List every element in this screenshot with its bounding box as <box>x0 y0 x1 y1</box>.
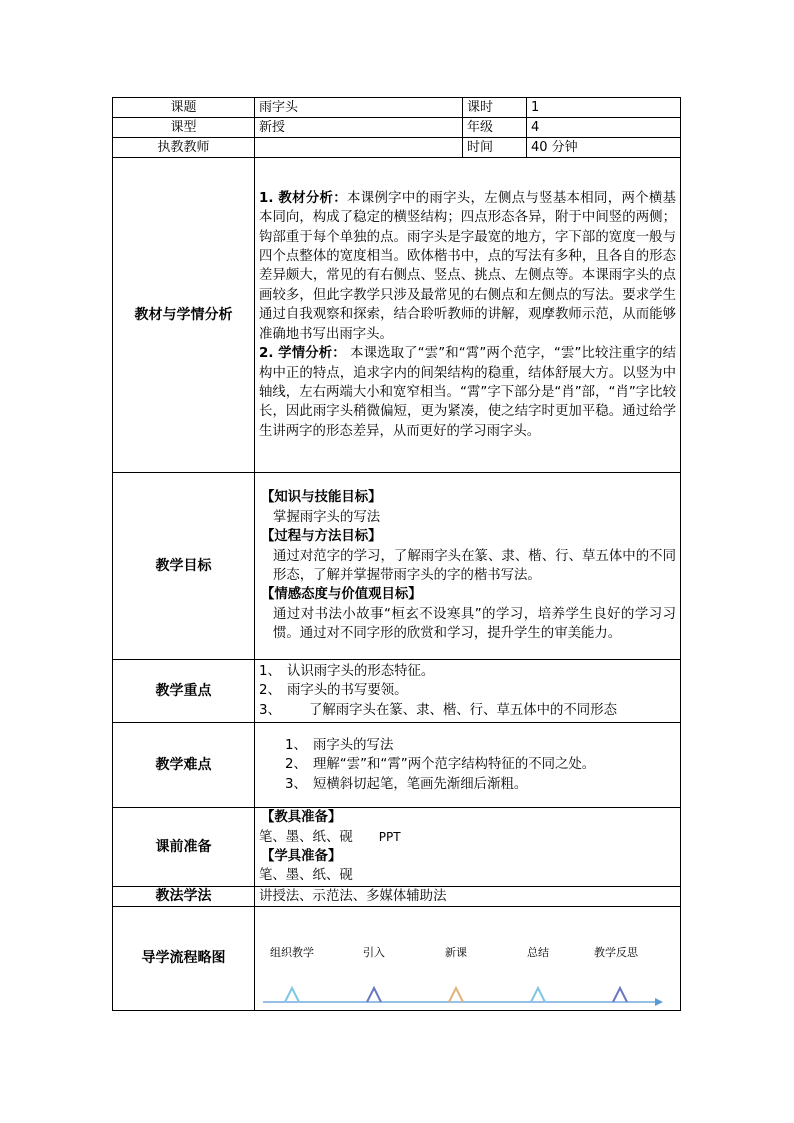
analysis-content <box>255 158 681 473</box>
methods-label: 教法学法 <box>113 887 255 907</box>
type-value: 新授 <box>255 118 463 138</box>
list-item <box>259 701 676 720</box>
flow-label: 导学流程略图 <box>113 907 255 1011</box>
flow-content <box>255 907 681 1011</box>
student-tools-items: 笔、墨、纸、砚 <box>259 868 353 884</box>
preparation-label: 课前准备 <box>113 808 255 887</box>
objective-knowledge-text: 掌握雨字头的写法 <box>273 509 381 525</box>
flow-step-marker <box>285 988 299 1002</box>
difficulties-content <box>255 723 681 808</box>
row-flow <box>113 907 681 1011</box>
flow-arrow-svg <box>255 909 675 1009</box>
list-number: 2、 <box>259 683 281 699</box>
row-objectives <box>113 473 681 660</box>
topic-value: 雨字头 <box>255 98 463 118</box>
flow-step-marker <box>449 988 463 1002</box>
key-points-label: 教学重点 <box>113 660 255 723</box>
objective-process-text: 通过对范字的学习，了解雨字头在篆、隶、楷、行、草五体中的不同形态，了解并掌握带雨字头的字的楷书写法。 <box>273 548 676 583</box>
preparation-content <box>255 808 681 887</box>
flow-step-label: 总结 <box>527 945 549 959</box>
topic-label: 课题 <box>113 98 255 118</box>
analysis-paragraph-2 <box>259 344 676 441</box>
analysis-p2-head: 2. 学情分析： <box>259 346 346 362</box>
list-item <box>259 681 676 700</box>
list-item <box>259 662 676 681</box>
teacher-tools-line <box>259 828 676 847</box>
objective-process-head: 【过程与方法目标】 <box>261 529 382 545</box>
row-preparation <box>113 808 681 887</box>
list-number: 3、 <box>285 776 307 792</box>
row-analysis <box>113 158 681 473</box>
student-tools-head: 【学具准备】 <box>261 849 342 864</box>
row-teacher <box>113 138 681 158</box>
hours-label: 课时 <box>463 98 527 118</box>
list-number: 3、 <box>259 702 281 718</box>
time-value: 40 分钟 <box>527 138 681 158</box>
row-topic <box>113 98 681 118</box>
grade-label: 年级 <box>463 118 527 138</box>
objective-emotion-text: 通过对书法小故事“桓玄不设寒具”的学习，培养学生良好的学习习惯。通过对不同字形的欣赏和学习，提升学生的审美能力。 <box>273 606 676 642</box>
list-number: 1、 <box>285 737 307 753</box>
analysis-p1-head: 1. 教材分析： <box>259 190 348 206</box>
hours-value: 1 <box>527 98 681 118</box>
lesson-plan-table <box>112 97 681 1011</box>
methods-value: 讲授法、示范法、多媒体辅助法 <box>255 887 681 907</box>
teacher-label: 执教教师 <box>113 138 255 158</box>
objectives-label: 教学目标 <box>113 473 255 660</box>
teacher-tools-extra: PPT <box>378 829 401 844</box>
flow-step-label: 教学反思 <box>594 945 638 959</box>
flow-step-marker <box>613 988 627 1002</box>
row-type <box>113 118 681 138</box>
list-text: 了解雨字头在篆、隶、楷、行、草五体中的不同形态 <box>309 702 617 718</box>
list-text: 雨字头的写法 <box>313 737 394 753</box>
list-item <box>285 775 676 794</box>
list-text: 理解“雲”和“霄”两个范字结构特征的不同之处。 <box>313 757 596 773</box>
row-key-points <box>113 660 681 723</box>
teacher-tools-items: 笔、墨、纸、砚 <box>259 829 353 845</box>
list-number: 2、 <box>285 757 307 773</box>
list-item <box>285 755 676 774</box>
analysis-paragraph-1 <box>259 189 676 344</box>
list-number: 1、 <box>259 663 281 679</box>
objectives-content <box>255 473 681 660</box>
list-text: 短横斜切起笔，笔画先渐细后渐粗。 <box>313 776 528 792</box>
lesson-plan <box>112 97 680 1011</box>
analysis-p1-text: 本课例字中的雨字头，左侧点与竖基本相同，两个横基本同向，构成了稳定的横竖结构；四点形态各异，附于中间竖的两侧；钩部重于每个单独的点。雨字头是字最宽的地方，字下部的宽度一般与四个点整体的宽度相当。欧体楷书中，点的写法有多种，且各自的形态差异颇大，常见的有右侧点、竖点、挑点、左侧点等。本课雨字头的点画较多，但此字教学只涉及最常见的右侧点和左侧点的写法。要求学生通过自我观察和探索，结合聆听教师的讲解，观摩教师示范，从而能够准确地书写出雨字头。 <box>259 190 676 342</box>
grade-value: 4 <box>527 118 681 138</box>
list-text: 雨字头的书写要领。 <box>287 683 408 699</box>
difficulties-list <box>259 736 676 794</box>
objective-emotion-head: 【情感态度与价值观目标】 <box>261 587 422 603</box>
row-difficulties <box>113 723 681 808</box>
type-label: 课型 <box>113 118 255 138</box>
analysis-label: 教材与学情分析 <box>113 158 255 473</box>
flow-step-label: 引入 <box>363 945 385 959</box>
list-item <box>285 736 676 755</box>
flow-diagram <box>255 909 680 1009</box>
time-label: 时间 <box>463 138 527 158</box>
objective-knowledge-head: 【知识与技能目标】 <box>261 490 382 506</box>
flow-step-marker <box>367 988 381 1002</box>
difficulties-label: 教学难点 <box>113 723 255 808</box>
list-text: 认识雨字头的形态特征。 <box>287 663 435 679</box>
teacher-value <box>255 138 463 158</box>
key-points-content <box>255 660 681 723</box>
flow-arrowhead <box>655 998 663 1006</box>
teacher-tools-head: 【教具准备】 <box>261 810 342 826</box>
flow-step-marker <box>531 988 545 1002</box>
flow-step-label: 新课 <box>445 945 467 959</box>
analysis-p2-text: 本课选取了“雲”和“霄”两个范字，“雲”比较注重字的结构中正的特点，追求字内的间架结构的稳重，结体舒展大方。以竖为中轴线，左右两端大小和宽窄相当。“霄”字下部分是“肖”部，“肖”字比较长，因此雨字头稍微偏短，更为紧凑，使之结字时更加平稳。通过给学生讲两字的形态差异，从而更好的学习雨字头。 <box>259 346 676 439</box>
row-methods <box>113 887 681 907</box>
flow-step-label: 组织教学 <box>270 945 314 959</box>
